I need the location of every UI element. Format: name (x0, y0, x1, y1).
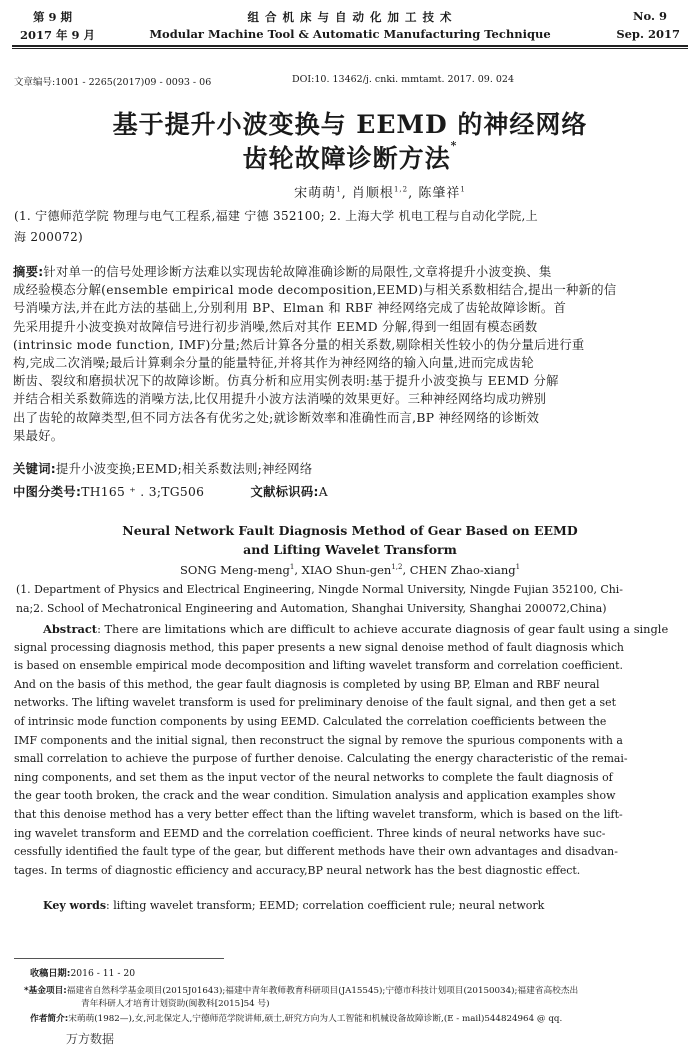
author-intro-label: 作者简介: (30, 1014, 69, 1024)
abstract-en (14, 620, 688, 880)
footnote-received (30, 968, 135, 981)
abstract-en-line: the gear tooth broken, the crack and the wear condition. Simulation analysis and application examples show (14, 789, 616, 803)
header-date-cn: 2017 年 9 月 (20, 28, 96, 42)
fund-label: *基金项目: (24, 986, 67, 996)
author-cn-2: 肖顺根 (351, 186, 394, 201)
keywords-en-text: : lifting wavelet transform; EEMD; correlation coefficient rule; neural network (106, 899, 545, 912)
doc-code: A (318, 485, 328, 499)
abstract-cn-label: 摘要: (13, 265, 44, 279)
footnote-rule (14, 958, 224, 959)
footnote-author (30, 1013, 562, 1026)
classification-text: TH165 ⁺ . 3;TG506 (81, 485, 205, 499)
title-en-line2: and Lifting Wavelet Transform (243, 542, 457, 557)
abstract-cn-line: 果最好。 (13, 428, 64, 443)
keywords-cn-text: 提升小波变换;EEMD;相关系数法则;神经网络 (56, 462, 313, 476)
abstract-en-line: ing wavelet transform and EEMD and the correlation coefficient. Three kinds of neural networks have suc- (14, 826, 606, 840)
doi: DOI:10. 13462/j. cnki. mmtamt. 2017. 09. 024 (292, 74, 515, 85)
authors-en: SONG Meng-meng$^1$, XIAO Shun-gen$^{1,2}$, CHEN Zhao-xiang$^1$ (179, 563, 521, 577)
affiliation-cn-line1: (1. 宁德师范学院 物理与电气工程系,福建 宁德 352100; 2. 上海大学 机电工程与自动化学院,上 (14, 209, 538, 223)
abstract-en-line: is based on ensemble empirical mode decomposition and lifting wavelet transform and correlation coefficient. (14, 659, 623, 673)
author-cn-2-sup: 1,2 (393, 185, 409, 194)
keywords-cn-label: 关键词: (13, 462, 57, 476)
author-en-3: CHEN Zhao-xiang (409, 563, 516, 577)
keywords-cn (13, 460, 313, 478)
affiliation-en-line1: (1. Department of Physics and Electrical Engineering, Ningde Normal University, Ningde Fujian 352100, Chi- (16, 583, 623, 596)
author-cn-3-sup: 1 (460, 185, 466, 194)
abstract-cn-line: 出了齿轮的故障类型,但不同方法各有优劣之处;就诊断效率和准确性而言,BP 神经网络的诊断效 (13, 410, 540, 425)
abstract-cn (13, 263, 687, 445)
article-number: 文章编号:1001 - 2265(2017)09 - 0093 - 06 (14, 77, 212, 88)
classification (13, 483, 328, 501)
authors-cn: 宋萌萌$^1$, 肖顺根$^{1,2}$, 陈肇祥$^1$ (294, 185, 466, 201)
author-en-3-sup: 1 (515, 563, 521, 572)
header-issue-cn: 第 9 期 (33, 10, 73, 24)
header-issue-en: No. 9 (633, 9, 667, 23)
fund-line2: 青年科研人才培育计划资助(闽教科[2015]54 号) (81, 998, 270, 1009)
abstract-en-first: : There are limitations which are difficult to achieve accurate diagnosis of gear fault using a single (97, 622, 669, 636)
footnote-fund (24, 985, 688, 1010)
author-cn-1: 宋萌萌 (294, 186, 337, 201)
author-en-2: XIAO Shun-gen (301, 563, 392, 577)
wanfang-watermark: 万方数据 (66, 1032, 115, 1046)
abstract-cn-line: 断齿、裂纹和磨损状况下的故障诊断。仿真分析和应用实例表明:基于提升小波变换与 EEMD 分解 (13, 374, 559, 389)
author-cn-1-sup: 1 (336, 185, 342, 194)
header-date-en: Sep. 2017 (616, 27, 680, 41)
abstract-en-label: Abstract (43, 622, 98, 636)
abstract-en-line: small correlation to achieve the purpose of further denoise. Calculating the energy characteristic of the remai- (14, 752, 628, 766)
fund-line1 (24, 985, 688, 998)
abstract-en-line: IMF components and the initial signal, then reconstruct the signal by remove the spurious components with a (14, 733, 623, 747)
abstract-en-line: networks. The lifting wavelet transform is used for preliminary denoise of the fault signal, and then get a set (14, 696, 616, 710)
abstract-en-line: ning components, and set them as the input vector of the neural networks to complete the fault diagnosis of (14, 770, 613, 784)
author-intro-text: 宋萌萌(1982—),女,河北保定人,宁德师范学院讲师,硕士,研究方向为人工智能和机械设备故障诊断,(E - mail)544824964 @ qq. (68, 1014, 563, 1024)
affiliation-cn-line2: 海 200072) (14, 230, 84, 244)
header-journal-cn: 组 合 机 床 与 自 动 化 加 工 技 术 (247, 10, 453, 24)
author-cn-3: 陈肇祥 (418, 186, 461, 201)
received-label: 收稿日期: (30, 968, 71, 979)
abstract-en-line (43, 620, 688, 639)
header-rule-thin (12, 48, 688, 49)
author-en-2-sup: 1,2 (391, 563, 403, 572)
title-cn-line2 (0, 139, 700, 175)
doc-code-label: 文献标识码: (250, 485, 319, 499)
fund-text: 福建省自然科学基金项目(2015J01643);福建中青年教师教育科研项目(JA15545);宁德市科技计划项目(20150034);福建省高校杰出 (66, 986, 579, 996)
classification-label: 中图分类号: (13, 485, 82, 499)
abstract-en-line: that this denoise method has a very better effect than the lifting wavelet transform, which is based on the lift- (14, 807, 623, 821)
abstract-en-line: cessfully identified the fault type of the gear, but different methods have their own advantages and disadvan- (14, 845, 618, 859)
title-cn-fund-mark: * (450, 139, 458, 152)
keywords-en (43, 897, 544, 916)
author-en-1-sup: 1 (289, 563, 295, 572)
abstract-en-line: of intrinsic mode function components by using EEMD. Calculated the correlation coefficients between the (14, 714, 607, 728)
affiliation-en-line2: na;2. School of Mechatronical Engineering and Automation, Shanghai University, Shanghai 200072,China) (16, 602, 607, 615)
received-date: 2016 - 11 - 20 (70, 968, 136, 979)
title-cn-line1: 基于提升小波变换与 EEMD 的神经网络 (112, 110, 588, 139)
abstract-cn-line: 并结合相关系数筛选的消噪方法,比仅用提升小波方法消噪的效果更好。三种神经网络均成功辨别 (13, 392, 547, 407)
abstract-cn-line (13, 263, 687, 281)
abstract-en-line: tages. In terms of diagnostic efficiency and accuracy,BP neural network has the best diagnostic effect. (14, 863, 581, 877)
abstract-en-line: signal processing diagnosis method, this paper presents a new signal denoise method of fault diagnosis which (14, 640, 624, 654)
author-en-1: SONG Meng-meng (179, 563, 290, 577)
keywords-en-label: Key words (43, 899, 107, 912)
abstract-cn-line: (intrinsic mode function, IMF)分量;然后计算各分量的相关系数,剔除相关性较小的伪分量后进行重 (13, 337, 585, 352)
abstract-cn-line: 先采用提升小波变换对故障信号进行初步消噪,然后对其作 EEMD 分解,得到一组固有模态函数 (13, 319, 538, 334)
abstract-cn-line: 构,完成二次消噪;最后计算剩余分量的能量特征,并将其作为神经网络的输入向量,进而完成齿轮 (13, 356, 534, 371)
header-rule-thick (12, 45, 688, 47)
title-en-line1: Neural Network Fault Diagnosis Method of Gear Based on EEMD (122, 523, 578, 538)
abstract-en-line: And on the basis of this method, the gear fault diagnosis is completed by using BP, Elman and RBF neural (14, 677, 600, 691)
header-journal-en: Modular Machine Tool & Automatic Manufacturing Technique (149, 27, 551, 41)
abstract-cn-line: 号消噪方法,并在此方法的基础上,分别利用 BP、Elman 和 RBF 神经网络完成了齿轮故障诊断。首 (13, 301, 567, 316)
title-cn-line2-text: 齿轮故障诊断方法 (242, 144, 451, 173)
abstract-cn-text: 针对单一的信号处理诊断方法难以实现齿轮故障准确诊断的局限性,文章将提升小波变换、集 (43, 265, 552, 279)
abstract-cn-line: 成经验模态分解(ensemble empirical mode decomposition,EEMD)与相关系数相结合,提出一种新的信 (13, 283, 617, 298)
